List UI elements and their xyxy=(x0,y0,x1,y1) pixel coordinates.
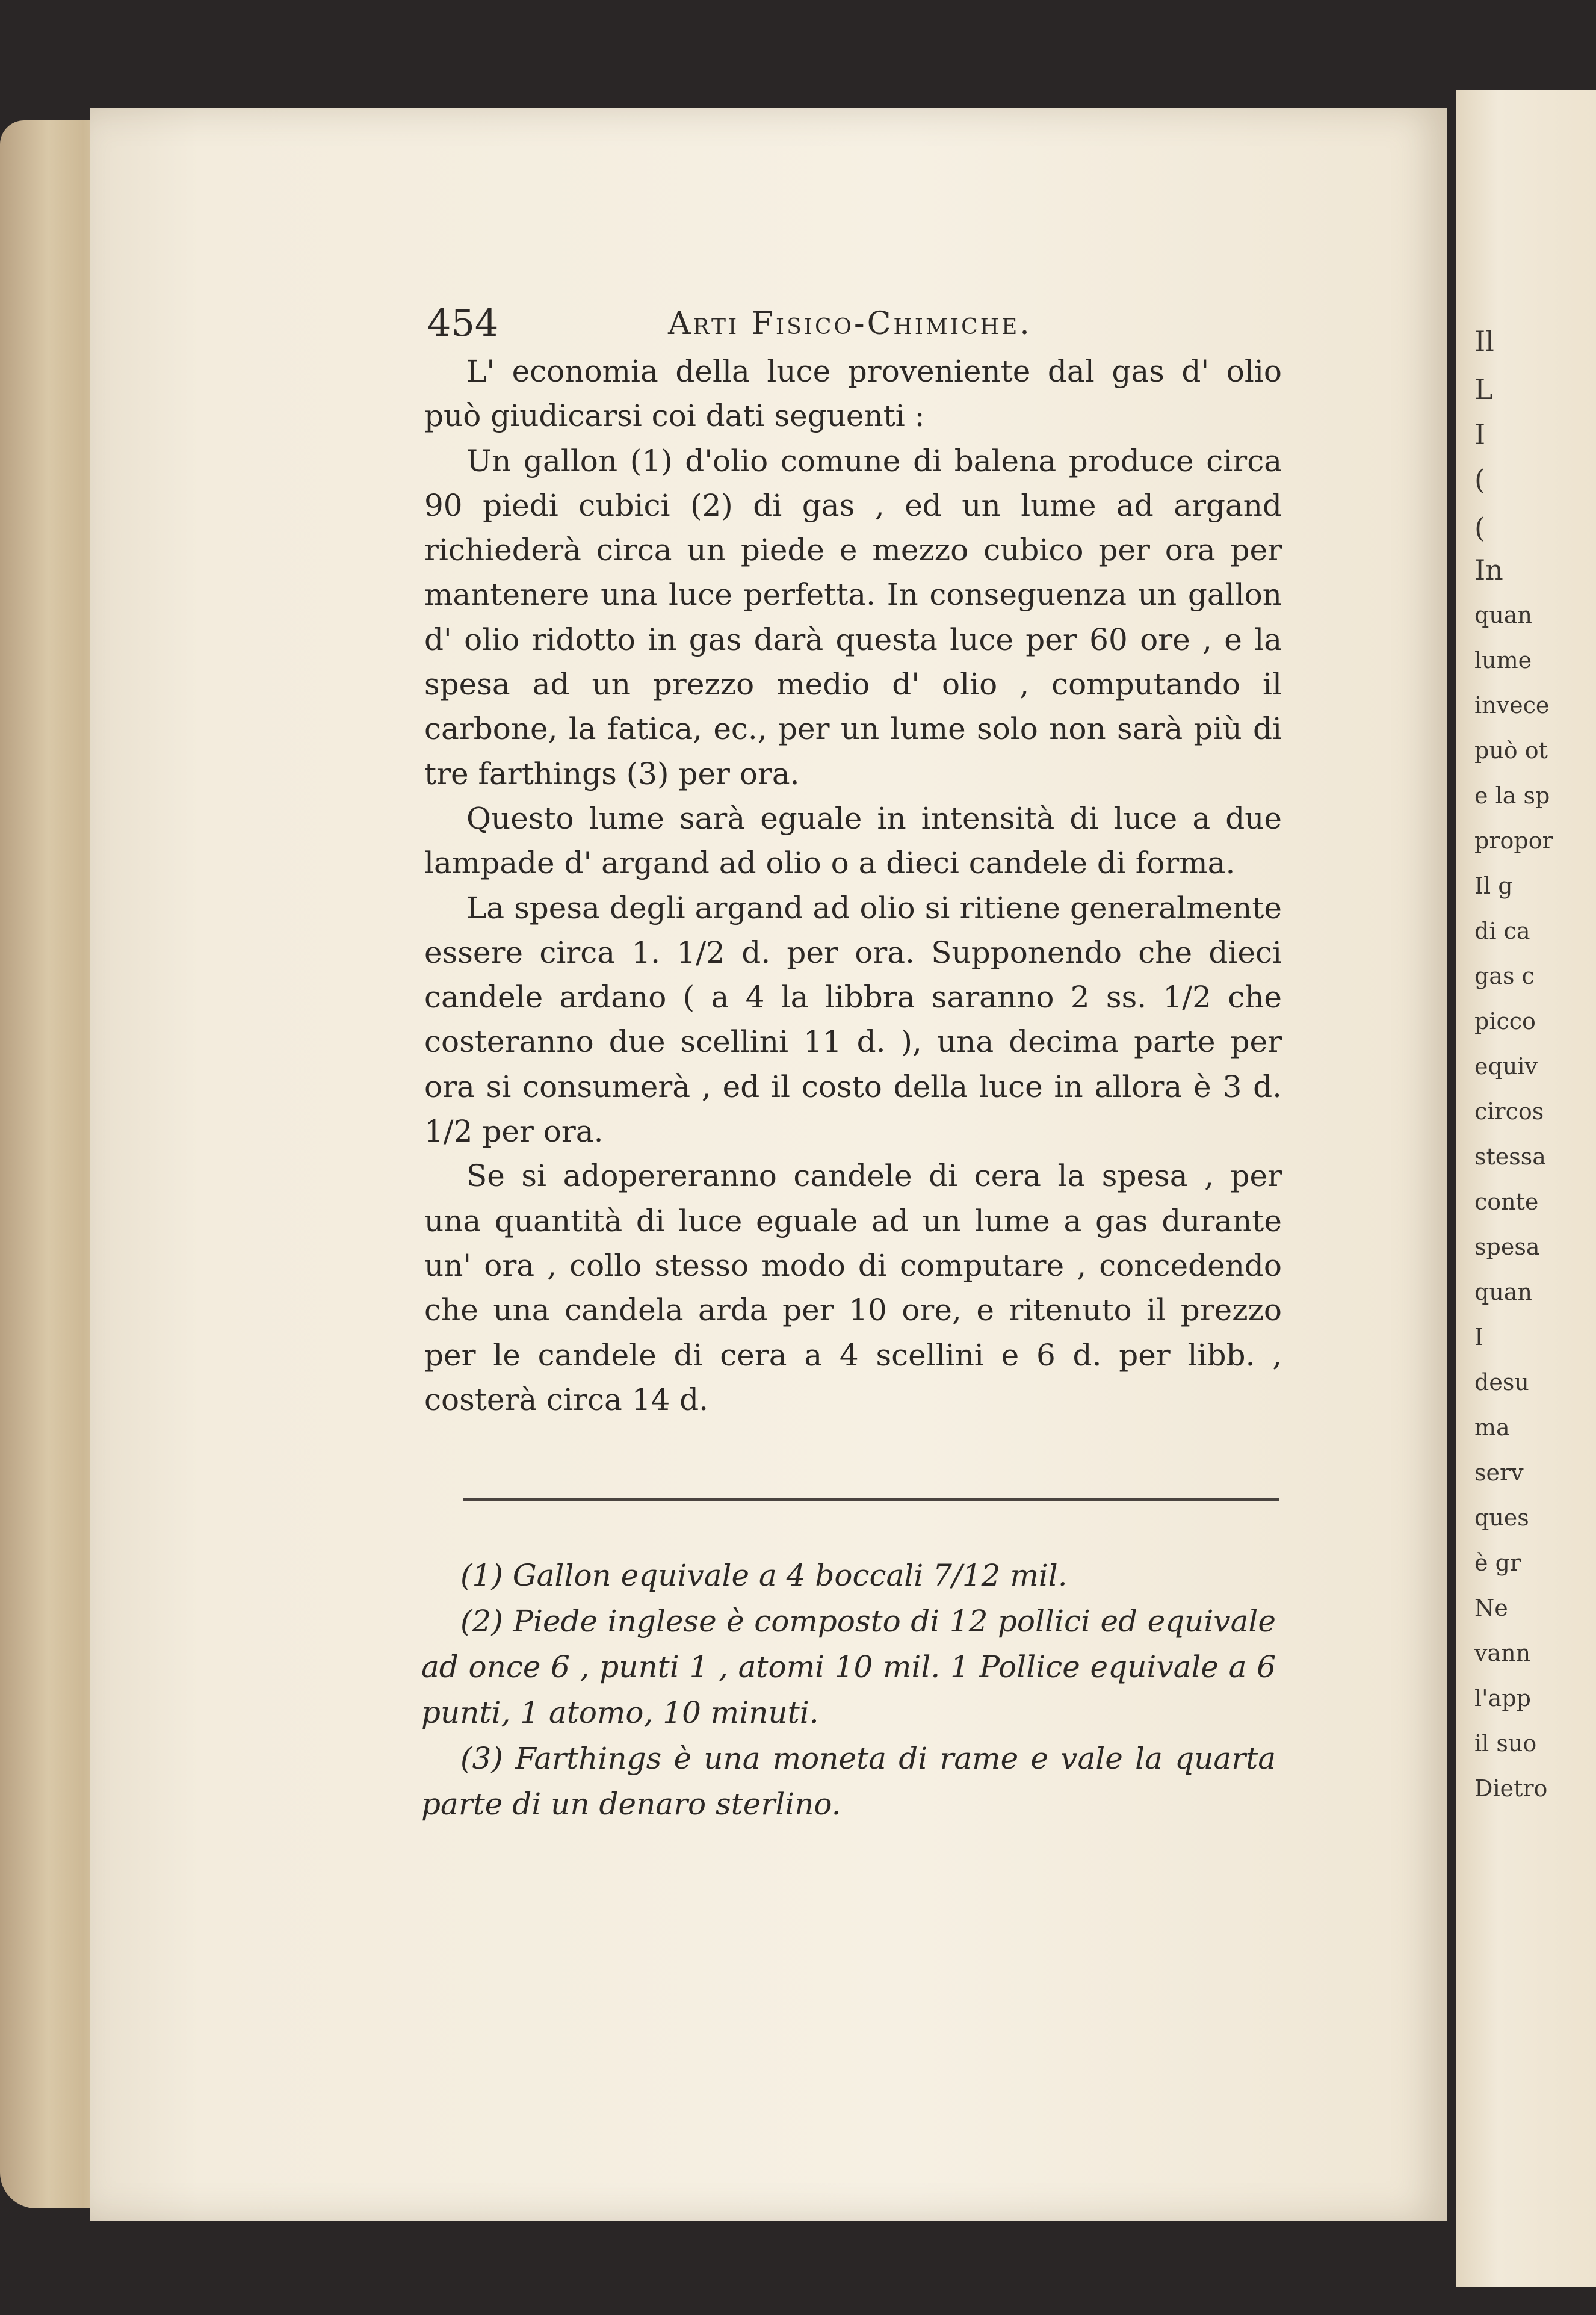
paragraph: La spesa degli argand ad olio si ritiene generalmente essere circa 1. 1/2 d. per ora. Supponendo che dieci candele ardano ( a 4 la libbra saranno 2 ss. 1/2 che costeranno due scellini 11 d. ), una decima parte per ora si consumerà , ed il costo della luce in allora è 3 d. 1/2 per ora. xyxy=(424,890,1282,1149)
margin-fragment: stessa xyxy=(1474,1143,1546,1170)
margin-fragment: quan xyxy=(1474,1279,1532,1305)
margin-fragment: Il xyxy=(1474,325,1494,357)
page-header xyxy=(427,301,1288,343)
margin-fragment: Ne xyxy=(1474,1595,1508,1621)
footnote: (3) Farthings è una moneta di rame e vale la quarta parte di un denaro sterlino. xyxy=(421,1741,1276,1822)
footnote: (1) Gallon equivale a 4 boccali 7/12 mil. xyxy=(460,1558,1068,1593)
margin-fragment: circos xyxy=(1474,1098,1544,1125)
margin-fragment: Il g xyxy=(1474,873,1513,899)
margin-fragment: può ot xyxy=(1474,737,1548,764)
margin-fragment: lume xyxy=(1474,647,1532,673)
margin-fragment: I xyxy=(1474,1324,1484,1350)
margin-fragment: invece xyxy=(1474,692,1550,719)
margin-fragment: propor xyxy=(1474,827,1553,854)
margin-fragment: ma xyxy=(1474,1414,1510,1441)
margin-fragment: conte xyxy=(1474,1188,1539,1215)
margin-fragment: picco xyxy=(1474,1008,1536,1034)
margin-fragment: I xyxy=(1474,418,1486,451)
margin-fragment: gas c xyxy=(1474,963,1535,989)
margin-fragment: serv xyxy=(1474,1459,1524,1486)
margin-fragment: In xyxy=(1474,554,1503,586)
margin-fragment: desu xyxy=(1474,1369,1529,1395)
margin-fragment: Dietro xyxy=(1474,1775,1548,1802)
margin-fragment: e la sp xyxy=(1474,782,1550,809)
margin-fragment: equiv xyxy=(1474,1053,1538,1080)
margin-fragment: il suo xyxy=(1474,1730,1537,1757)
paragraph: Un gallon (1) d'olio comune di balena produce circa 90 piedi cubici (2) di gas , ed un lume ad argand richiederà circa un piede e mezzo cubico per ora per mantenere una luce perfetta. In conseguenza un gallon d' olio ridotto in gas darà questa luce per 60 ore , e la spesa ad un prezzo medio d' olio , computando il carbone, la fatica, ec., per un lume solo non sarà più di tre farthings (3) per ora. xyxy=(424,443,1282,791)
facing-page-fragment xyxy=(1456,90,1596,2287)
running-head: Arti Fisico-Chimiche. xyxy=(668,306,1032,342)
margin-fragment: ( xyxy=(1474,512,1485,544)
margin-fragment: è gr xyxy=(1474,1550,1521,1576)
footnote-divider xyxy=(463,1498,1279,1501)
page-number: 454 xyxy=(427,301,499,345)
margin-fragment: spesa xyxy=(1474,1234,1540,1260)
footnotes xyxy=(421,1553,1276,1827)
footnote: (2) Piede inglese è composto di 12 pollici ed equivale ad once 6 , punti 1 , atomi 10 mil. 1 Pollice equivale a 6 punti, 1 atomo, 10 minuti. xyxy=(421,1604,1276,1730)
margin-fragment: l'app xyxy=(1474,1685,1531,1711)
paragraph: Se si adopereranno candele di cera la spesa , per una quantità di luce eguale ad un lume a gas durante un' ora , collo stesso modo di computare , concedendo che una candela arda per 10 ore, e ritenuto il prezzo per le candele di cera a 4 scellini e 6 d. per libb. , costerà circa 14 d. xyxy=(424,1158,1282,1417)
margin-fragment: di ca xyxy=(1474,918,1530,944)
margin-fragment: quan xyxy=(1474,602,1532,628)
body-text xyxy=(424,349,1282,1422)
margin-fragment: ques xyxy=(1474,1504,1529,1531)
margin-fragment: L xyxy=(1474,373,1493,406)
paragraph: L' economia della luce proveniente dal gas d' olio può giudicarsi coi dati seguenti : xyxy=(424,354,1282,434)
paragraph: Questo lume sarà eguale in intensità di luce a due lampade d' argand ad olio o a dieci candele di forma. xyxy=(424,800,1282,881)
margin-fragment: vann xyxy=(1474,1640,1531,1666)
margin-fragment: ( xyxy=(1474,463,1485,496)
